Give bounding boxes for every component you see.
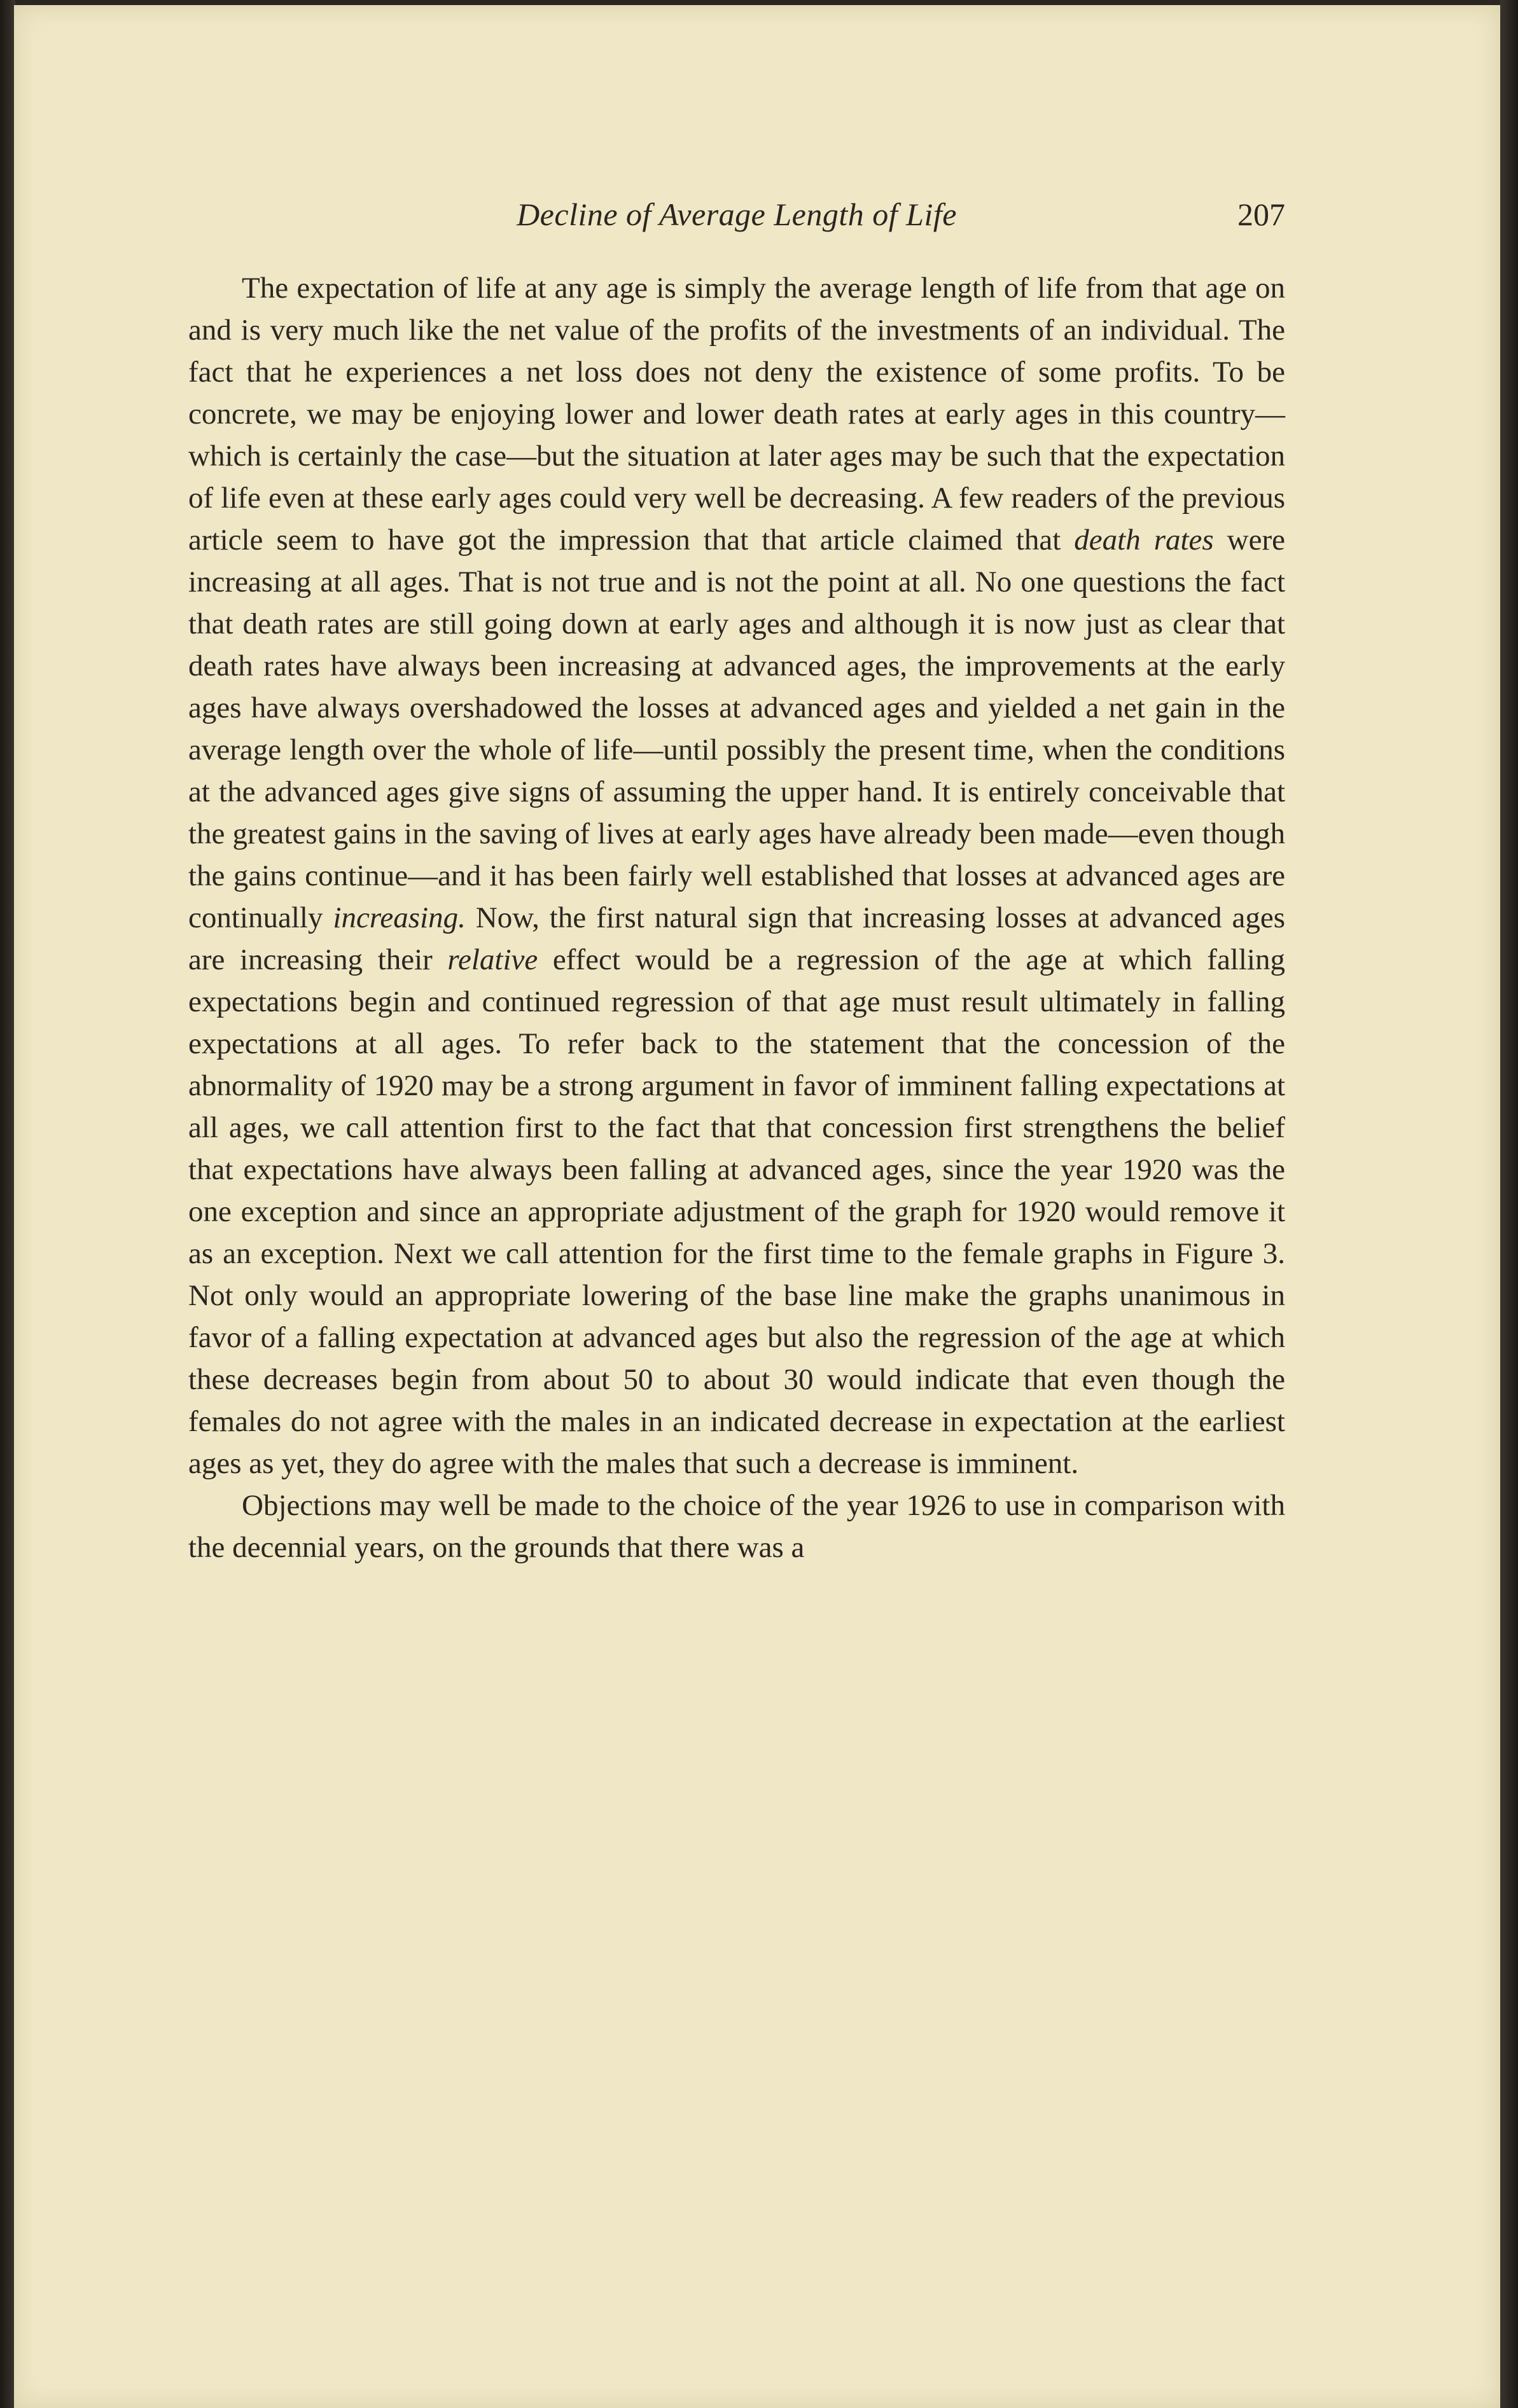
running-head: [188, 192, 1285, 237]
text-run: The expectation of life at any age is simply the average length of life from that age on and is very much like the net value of the profits of the investments of an individual. The fact that he experiences a net loss does not deny the existence of some profits. To be concrete, we may be enjoying lower and lower death rates at early ages in this country—which is certainly the case—but the situation at later ages may be such that the expectation of life even at these early ages could very well be decreasing. A few readers of the previous article seem to have got the impression that that article claimed that: [188, 272, 1285, 557]
italic-run: relative: [447, 943, 538, 976]
scan-right-edge: [1500, 0, 1518, 2408]
text-run: Objections may well be made to the choice of the year 1926 to use in comparison with the decennial years, on the grounds that there was a: [188, 1489, 1285, 1564]
italic-run: increasing.: [333, 901, 466, 934]
text-run: Now, the first natural sign that increasing losses at advanced ages are increasing their: [188, 901, 1285, 976]
text-run: were increasing at all ages. That is not true and is not the point at all. No one questions the fact that death rates are still going down at early ages and although it is now just as clear that death rates have always been increasing at advanced ages, the improvements at the early ages have always overshadowed the losses at advanced ages and yielded a net gain in the average length over the whole of life—until possibly the present time, when the conditions at the advanced ages give signs of assuming the upper hand. It is entirely conceivable that the greatest gains in the saving of lives at early ages have already been made—even though the gains continue—and it has been fairly well established that losses at advanced ages are continually: [188, 523, 1285, 934]
scan-left-edge: [0, 0, 15, 2408]
running-title: Decline of Average Length of Life: [517, 197, 957, 232]
italic-run: death rates: [1074, 523, 1214, 557]
text-run: effect would be a regression of the age at which falling expectations begin and continued regression of that age must result ultimately in falling expectations at all ages. To refer back to the statement that the concession of the abnormality of 1920 may be a strong argument in favor of imminent falling expectations at all ages, we call attention first to the fact that that concession first strengthens the belief that expectations have always been falling at advanced ages, since the year 1920 was the one exception and since an appropriate adjustment of the graph for 1920 would remove it as an exception. Next we call attention for the first time to the female graphs in Figure 3. Not only would an appropriate lowering of the base line make the graphs unanimous in favor of a falling expectation at advanced ages but also the regression of the age at which these decreases begin from about 50 to about 30 would indicate that even though the females do not agree with the males in an indicated decrease in expectation at the earliest ages as yet, they do agree with the males that such a decrease is imminent.: [188, 943, 1285, 1480]
page-number: 207: [1237, 197, 1285, 232]
paragraph: [188, 1484, 1285, 1568]
body-text: [188, 267, 1285, 1568]
paragraph: [188, 267, 1285, 1484]
